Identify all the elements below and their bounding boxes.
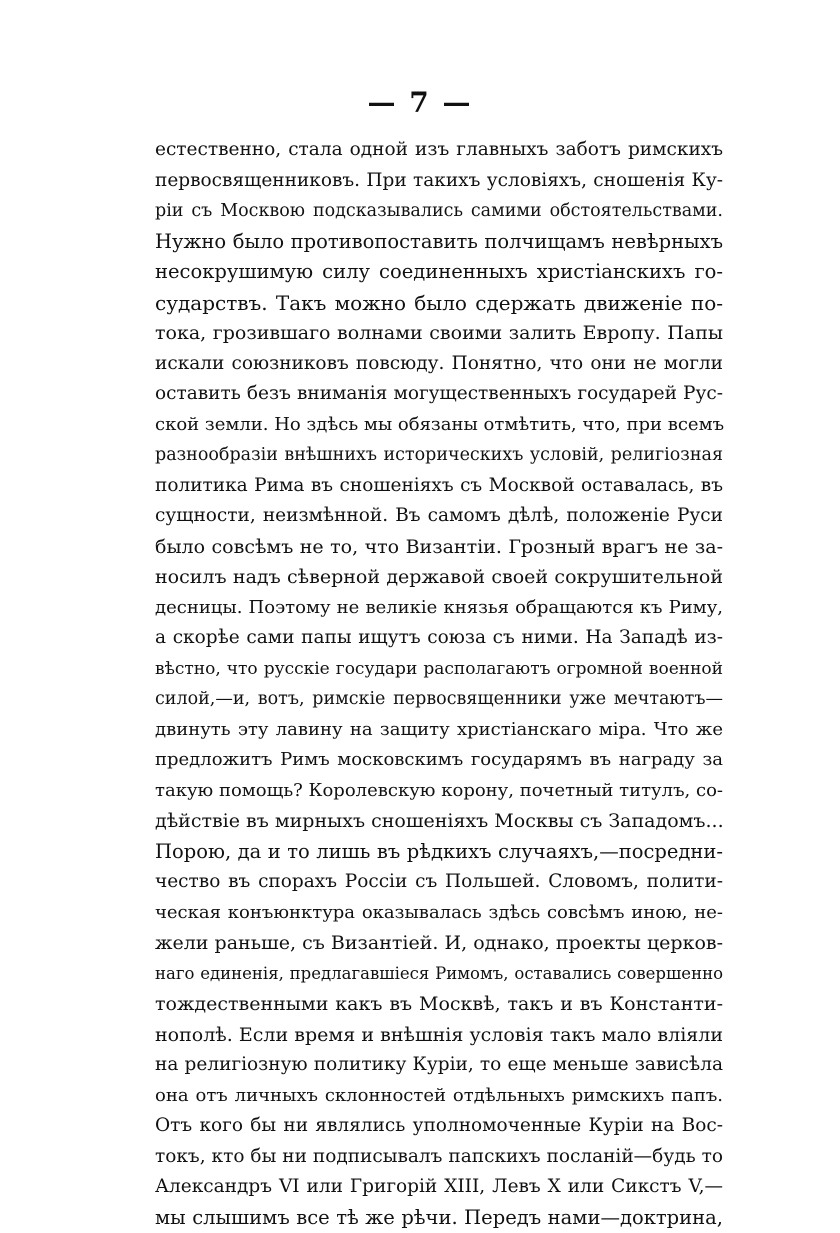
text-line: токъ, кто бы ни подписывалъ папскихъ посланiй—будь то — [155, 1142, 723, 1173]
text-line: Отъ кого бы ни являлись уполномоченные Курiи на Вос- — [155, 1111, 723, 1142]
text-line: носилъ надъ сѣверной державой своей сокрушительной — [155, 562, 723, 593]
text-line: сударствъ. Такъ можно было сдержать движенiе по- — [155, 288, 723, 319]
text-line: несокрушимую силу соединенныхъ христiанскихъ го- — [155, 257, 723, 288]
text-line: вѣстно, что русскiе государи располагаютъ огромной военной — [155, 654, 723, 685]
body-text — [155, 135, 723, 1233]
text-line: нополѣ. Если время и внѣшнiя условiя такъ мало влiяли — [155, 1020, 723, 1051]
text-line: ской земли. Но здѣсь мы обязаны отмѣтить, что, при всемъ — [155, 410, 723, 441]
text-line: тождественными какъ въ Москвѣ, такъ и въ Константи- — [155, 989, 723, 1020]
text-line: разнообразiи внѣшнихъ историческихъ условiй, религiозная — [155, 440, 723, 471]
text-line: наго единенiя, предлагавшiеся Римомъ, оставались совершенно — [155, 959, 723, 990]
text-line: чество въ спорахъ Россiи съ Польшей. Словомъ, полити- — [155, 867, 723, 898]
text-line: Порою, да и то лишь въ рѣдкихъ случаяхъ,—посредни- — [155, 837, 723, 868]
text-line: дѣйствiе въ мирныхъ сношенiяхъ Москвы съ Западомъ... — [155, 806, 723, 837]
text-line: сущности, неизмѣнной. Въ самомъ дѣлѣ, положенiе Руси — [155, 501, 723, 532]
page-number: — 7 — — [0, 86, 840, 119]
text-line: Нужно было противопоставить полчищамъ невѣрныхъ — [155, 227, 723, 258]
text-line: а скорѣе сами папы ищутъ союза съ ними. На Западѣ из- — [155, 623, 723, 654]
text-line: предложитъ Римъ московскимъ государямъ въ награду за — [155, 745, 723, 776]
text-line: Александръ VI или Григорiй XIII, Левъ X или Сикстъ V,— — [155, 1172, 723, 1203]
text-line: мы слышимъ все тѣ же рѣчи. Передъ нами—доктрина, — [155, 1203, 723, 1233]
text-line: было совсѣмъ не то, что Византiи. Грозный врагъ не за- — [155, 532, 723, 563]
text-line: жели раньше, съ Византiей. И, однако, проекты церков- — [155, 928, 723, 959]
text-line: она отъ личныхъ склонностей отдѣльныхъ римскихъ папъ. — [155, 1081, 723, 1112]
text-line: ческая конъюнктура оказывалась здѣсь совсѣмъ иною, не- — [155, 898, 723, 929]
text-line: рiи съ Москвою подсказывались самими обстоятельствами. — [155, 196, 723, 227]
text-line: двинуть эту лавину на защиту христiанскаго мiра. Что же — [155, 715, 723, 746]
text-line: искали союзниковъ повсюду. Понятно, что они не могли — [155, 349, 723, 380]
text-line: такую помощь? Королевскую корону, почетный титулъ, со- — [155, 776, 723, 807]
text-line: первосвященниковъ. При такихъ условiяхъ, сношенiя Ку- — [155, 166, 723, 197]
text-line: на религiозную политику Курiи, то еще меньше зависѣла — [155, 1050, 723, 1081]
text-line: оставить безъ вниманiя могущественныхъ государей Рус- — [155, 379, 723, 410]
text-line: политика Рима въ сношенiяхъ съ Москвой оставалась, въ — [155, 471, 723, 502]
text-line: тока, грозившаго волнами своими залить Европу. Папы — [155, 318, 723, 349]
text-line: естественно, стала одной изъ главныхъ заботъ римскихъ — [155, 135, 723, 166]
text-line: десницы. Поэтому не великiе князья обращаются къ Риму, — [155, 593, 723, 624]
text-line: силой,—и, вотъ, римскiе первосвященники уже мечтаютъ— — [155, 684, 723, 715]
